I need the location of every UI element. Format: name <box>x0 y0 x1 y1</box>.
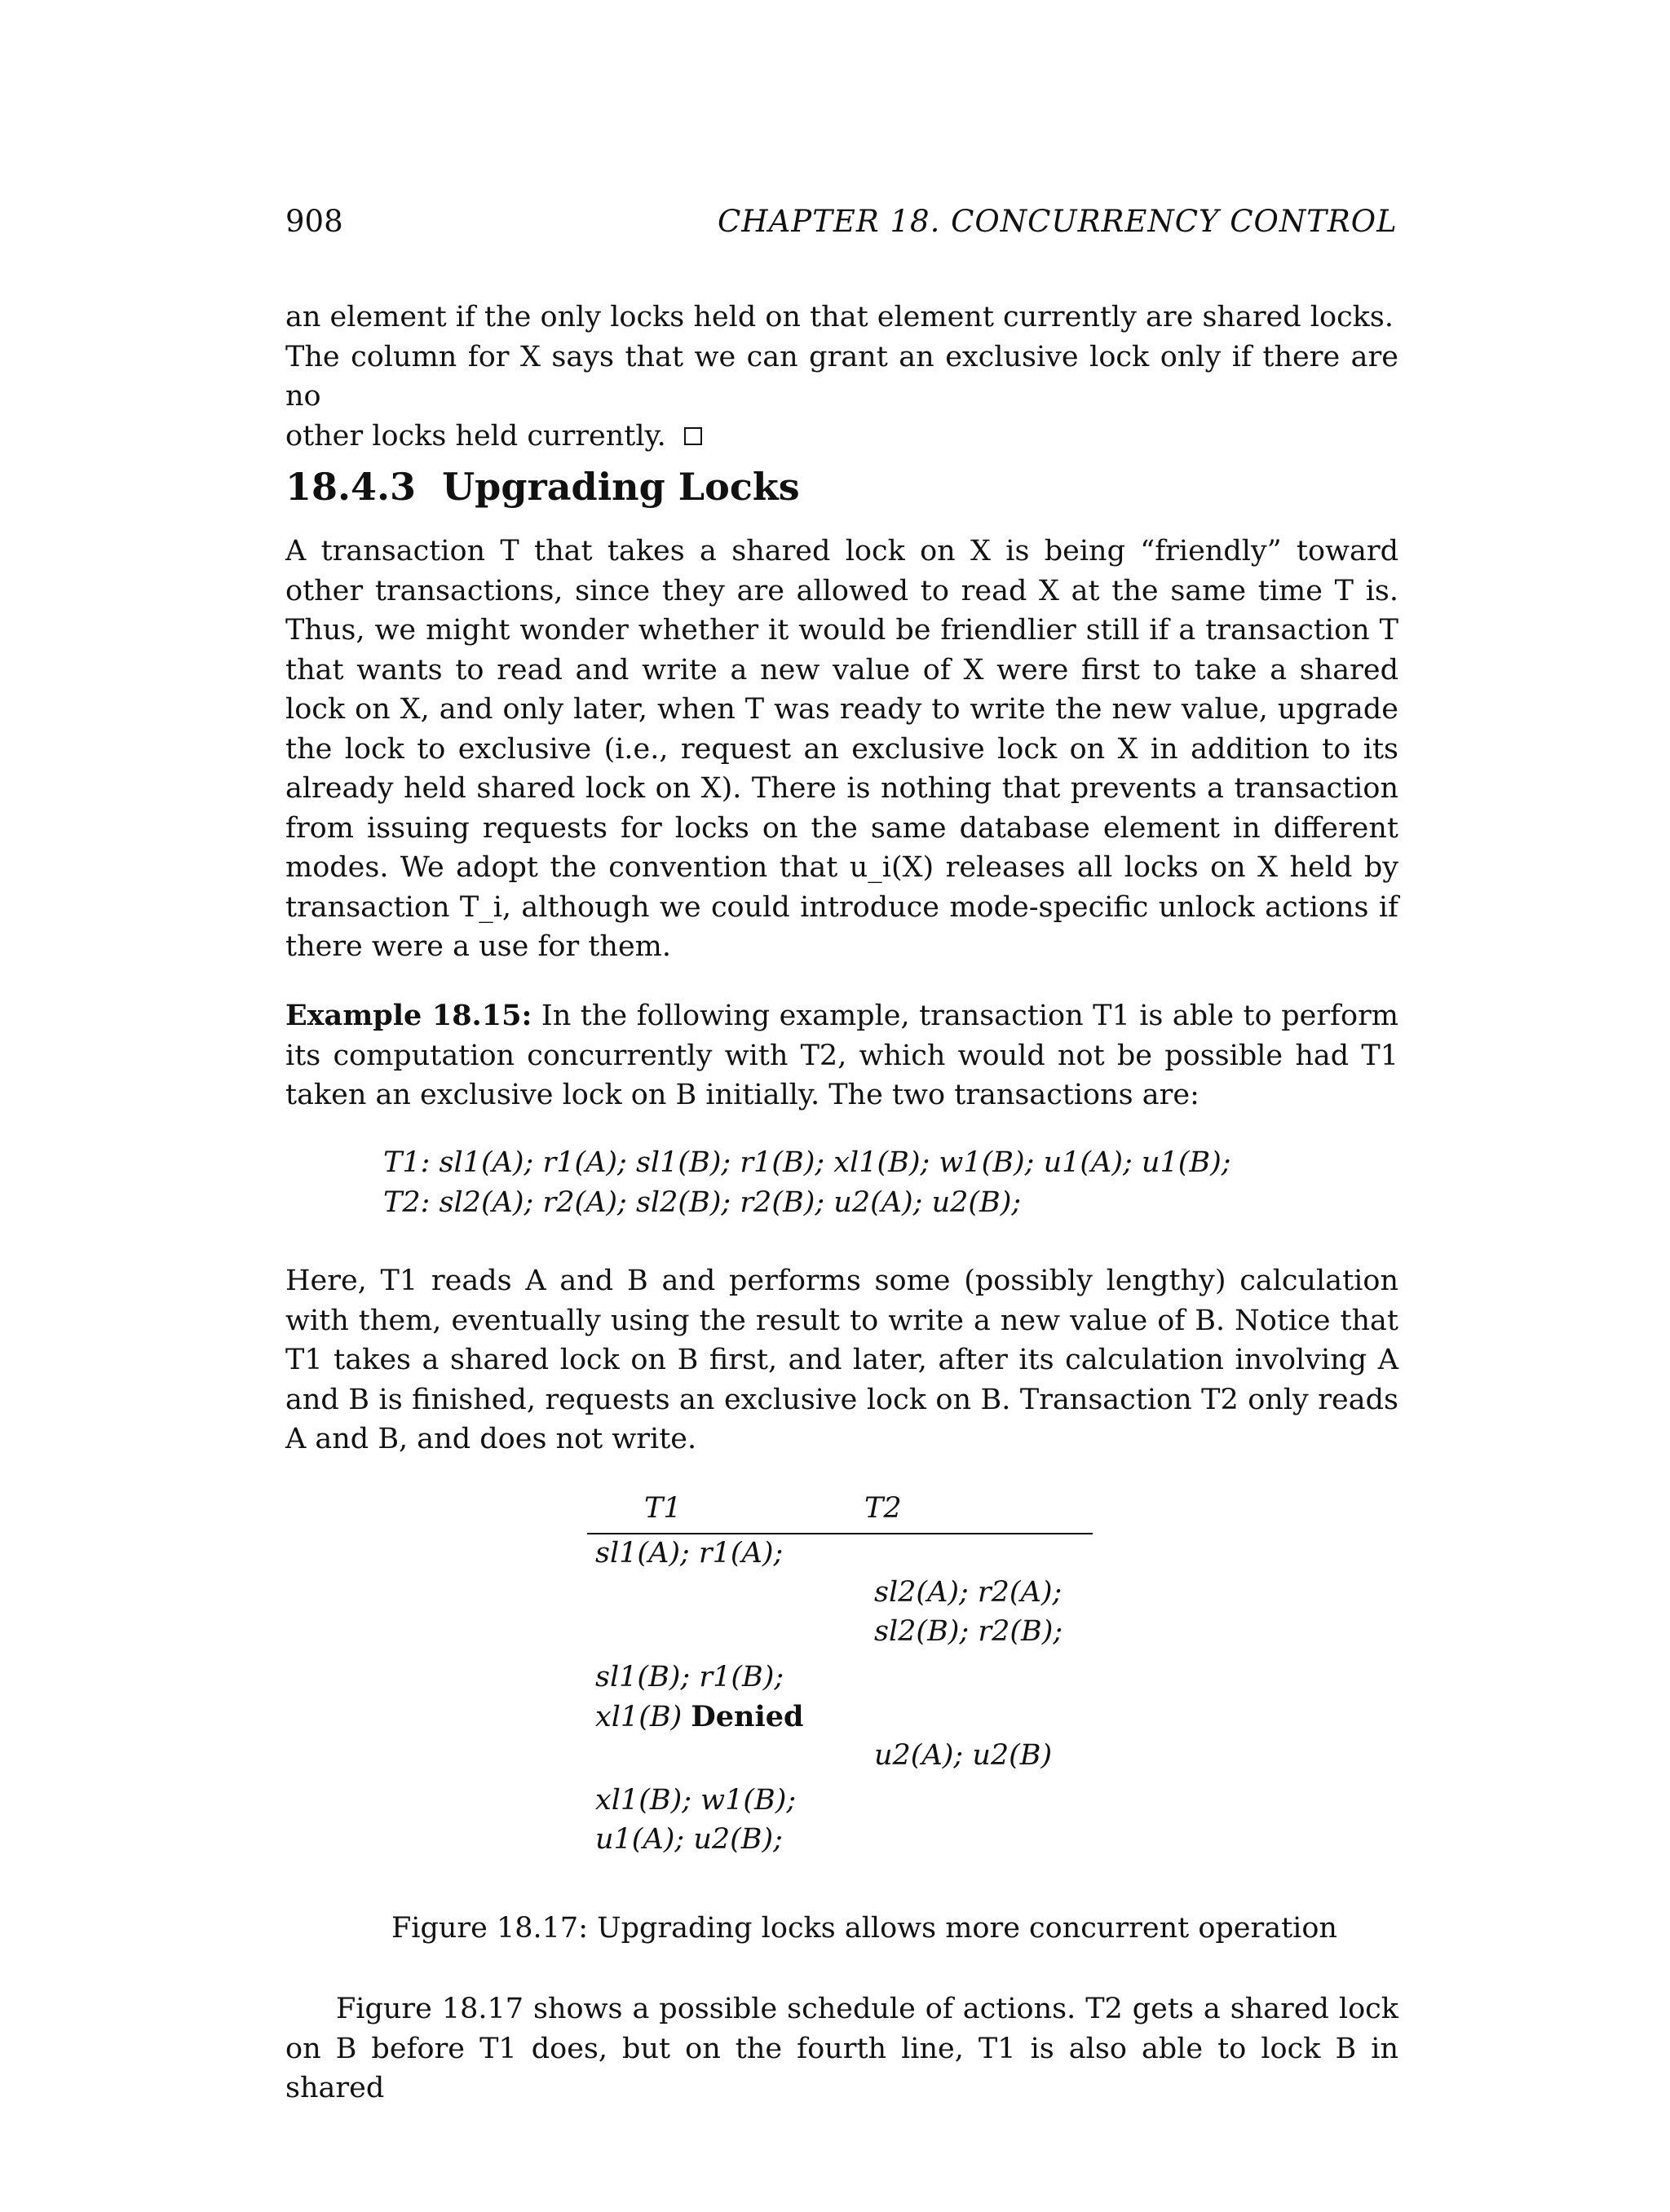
page-number: 908 <box>285 204 343 239</box>
explanation-paragraph: Here, T1 reads A and B and performs some (possibly lengthy) calculation with them, eventually using the result to write a new value of B. Notice that T1 takes a shared lock on B first, and later, after its calculation involving A and B is finished, requests an exclusive lock on B. Transaction T2 only reads A and B, and does not write. <box>285 1265 1398 1455</box>
example-paragraph <box>285 996 1398 1115</box>
intro-line-last <box>285 417 1398 457</box>
running-head: CHAPTER 18. CONCURRENCY CONTROL <box>718 204 1398 239</box>
section-paragraph: A transaction T that takes a shared lock on X is being “friendly” toward other transactions, since they are allowed to read X at the same time T is. Thus, we might wonder whether it would be friendlier still if a transaction T that wants to read and write a new value of X were first to take a shared lock on X, and only later, when T was ready to write the new value, upgrade the lock to exclusive (i.e., request an exclusive lock on X in addition to its already held shared lock on X). There is nothing that prevents a transaction from issuing requests for locks on the same database element in different modes. We adopt the convention that u_i(X) releases all locks on X held by transaction T_i, although we could introduce mode-specific unlock actions if there were a use for them. <box>285 535 1398 963</box>
intro-line: other locks held currently. <box>285 419 666 453</box>
sequence-t1: T1: sl1(A); r1(A); sl1(B); r1(B); xl1(B); w1(B); u1(A); u1(B); <box>383 1146 1231 1179</box>
transaction-sequences <box>383 1143 1231 1222</box>
section-number: 18.4.3 <box>285 465 417 509</box>
closing-text: Figure 18.17 shows a possible schedule of actions. T2 gets a shared lock on B before T1 does, but on the fourth line, T1 is also able to lock B in shared <box>285 1993 1398 2104</box>
header-rule <box>587 1533 1093 1534</box>
example-label: Example 18.15: <box>285 999 532 1032</box>
intro-line: The column for X says that we can grant an exclusive lock only if there are no <box>285 340 1398 413</box>
schedule-cell-t1: sl1(B); r1(B); <box>595 1661 784 1693</box>
denied-label: Denied <box>691 1700 804 1733</box>
schedule-cell-t1: xl1(B); w1(B); <box>595 1784 797 1817</box>
intro-line: an element if the only locks held on that element currently are shared locks. <box>285 301 1394 333</box>
schedule-cell-t2: u2(A); u2(B) <box>874 1739 1053 1772</box>
schedule-figure <box>587 1492 1109 1856</box>
schedule-cell-t2: sl2(A); r2(A); <box>874 1576 1063 1609</box>
column-header-t2: T2 <box>864 1492 902 1525</box>
intro-paragraph <box>285 298 1398 456</box>
section-heading <box>285 465 800 509</box>
schedule-cell-t1: sl1(A); r1(A); <box>595 1537 784 1570</box>
sequence-t2: T2: sl2(A); r2(A); sl2(B); r2(B); u2(A); u2(B); <box>383 1185 1022 1219</box>
schedule-cell-t2: sl2(B); r2(B); <box>874 1615 1063 1648</box>
section-title: Upgrading Locks <box>442 465 800 509</box>
schedule-cell-t1-denied <box>595 1700 803 1733</box>
column-header-t1: T1 <box>644 1492 682 1525</box>
figure-caption: Figure 18.17: Upgrading locks allows more concurrent operation <box>391 1912 1337 1945</box>
example-text: In the following example, transaction T1 is able to perform its computation concurrently with T2, which would not be possible had T1 taken an exclusive lock on B initially. The two transactions are: <box>285 1000 1398 1111</box>
schedule-cell-t1: u1(A); u2(B); <box>595 1823 783 1856</box>
schedule-action: xl1(B) <box>595 1701 683 1733</box>
closing-paragraph <box>285 1989 1398 2108</box>
end-of-proof-icon <box>684 427 702 445</box>
